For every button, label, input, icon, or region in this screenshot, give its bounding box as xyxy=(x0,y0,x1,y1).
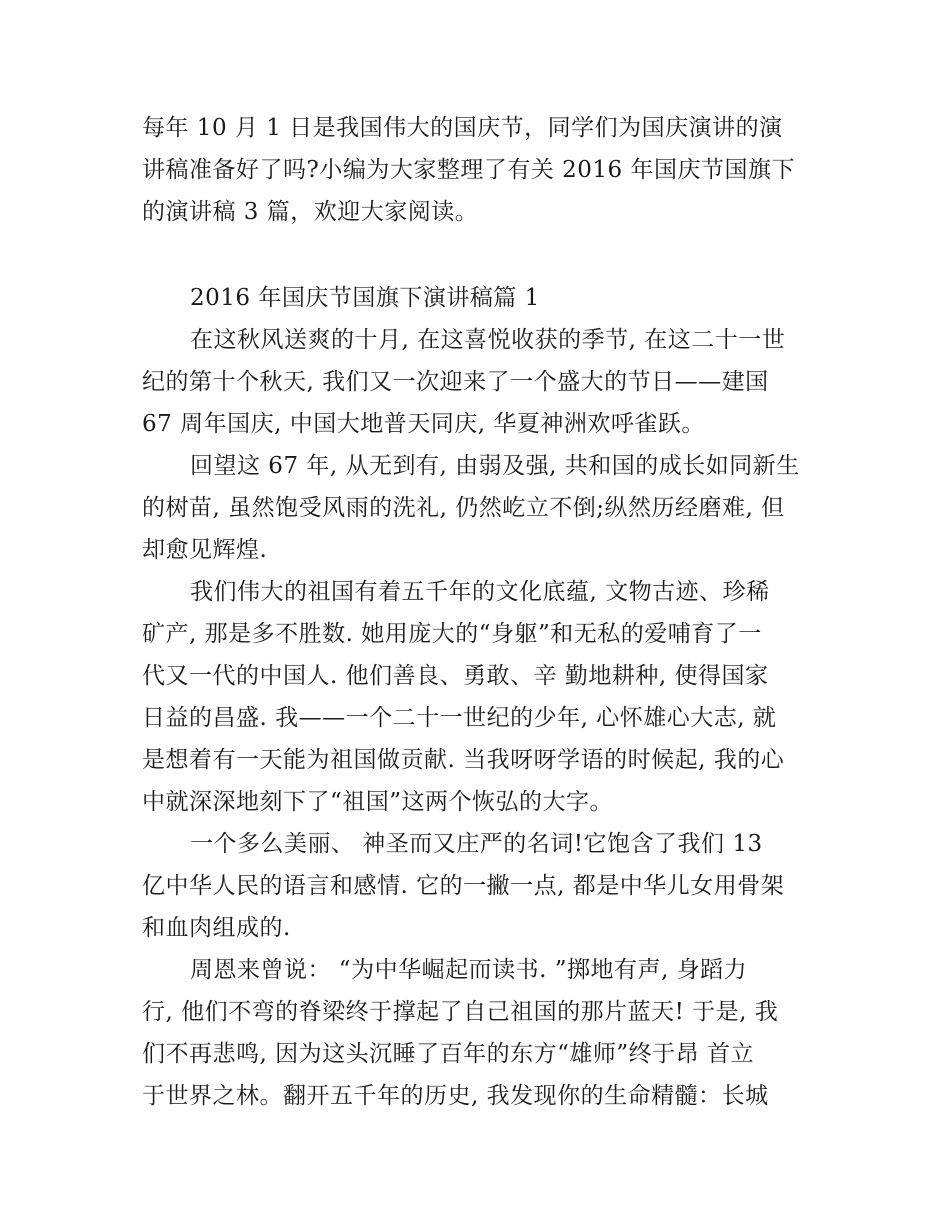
paragraph-line: 代又一代的中国人. 他们善良、勇敢、辛 勤地耕种, 使得国家 xyxy=(142,663,769,689)
paragraph-line: 我们伟大的祖国有着五千年的文化底蕴, 文物古迹、珍稀 xyxy=(190,579,770,605)
paragraph-line: 67 周年国庆, 中国大地普天同庆, 华夏神洲欢呼雀跃。 xyxy=(142,411,705,437)
intro-line: 的演讲稿 3 篇，欢迎大家阅读。 xyxy=(142,199,479,225)
paragraph-line: 和血肉组成的. xyxy=(142,915,291,941)
paragraph-line: 回望这 67 年, 从无到有, 由弱及强, 共和国的成长如同新生 xyxy=(190,453,800,479)
paragraph-line: 却愈见辉煌. xyxy=(142,537,268,563)
paragraph-line: 于世界之林。翻开五千年的历史, 我发现你的生命精髓：长城 xyxy=(142,1083,769,1109)
section-heading: 2016 年国庆节国旗下演讲稿篇 1 xyxy=(190,285,540,311)
paragraph-line: 在这秋风送爽的十月, 在这喜悦收获的季节, 在这二十一世 xyxy=(190,327,786,353)
paragraph-line: 是想着有一天能为祖国做贡献. 当我呀呀学语的时候起, 我的心 xyxy=(142,747,785,773)
paragraph-line: 的树苗, 虽然饱受风雨的洗礼, 仍然屹立不倒;纵然历经磨难, 但 xyxy=(142,495,785,521)
paragraph-line: 纪的第十个秋天, 我们又一次迎来了一个盛大的节日——建国 xyxy=(142,369,769,395)
paragraph-line: 们不再悲鸣, 因为这头沉睡了百年的东方“雄师”终于昂 首立 xyxy=(142,1041,754,1067)
paragraph-line: 中就深深地刻下了“祖国”这两个恢弘的大字。 xyxy=(142,789,614,815)
paragraph-line: 行, 他们不弯的脊梁终于撑起了自己祖国的那片蓝天! 于是, 我 xyxy=(142,999,779,1025)
intro-line: 讲稿准备好了吗?小编为大家整理了有关 2016 年国庆节国旗下 xyxy=(142,157,795,183)
paragraph-line: 周恩来曾说： “为中华崛起而读书. ”掷地有声, 身蹈力 xyxy=(190,957,748,983)
paragraph-line: 一个多么美丽、 神圣而又庄严的名词!它饱含了我们 13 xyxy=(190,831,763,857)
paragraph-line: 矿产, 那是多不胜数. 她用庞大的“身躯”和无私的爱哺育了一 xyxy=(142,621,762,647)
paragraph-line: 日益的昌盛. 我——一个二十一世纪的少年, 心怀雄心大志, 就 xyxy=(142,705,777,731)
paragraph-line: 亿中华人民的语言和感情. 它的一撇一点, 都是中华儿女用骨架 xyxy=(142,873,785,899)
intro-line: 每年 10 月 1 日是我国伟大的国庆节，同学们为国庆演讲的演 xyxy=(142,115,783,141)
